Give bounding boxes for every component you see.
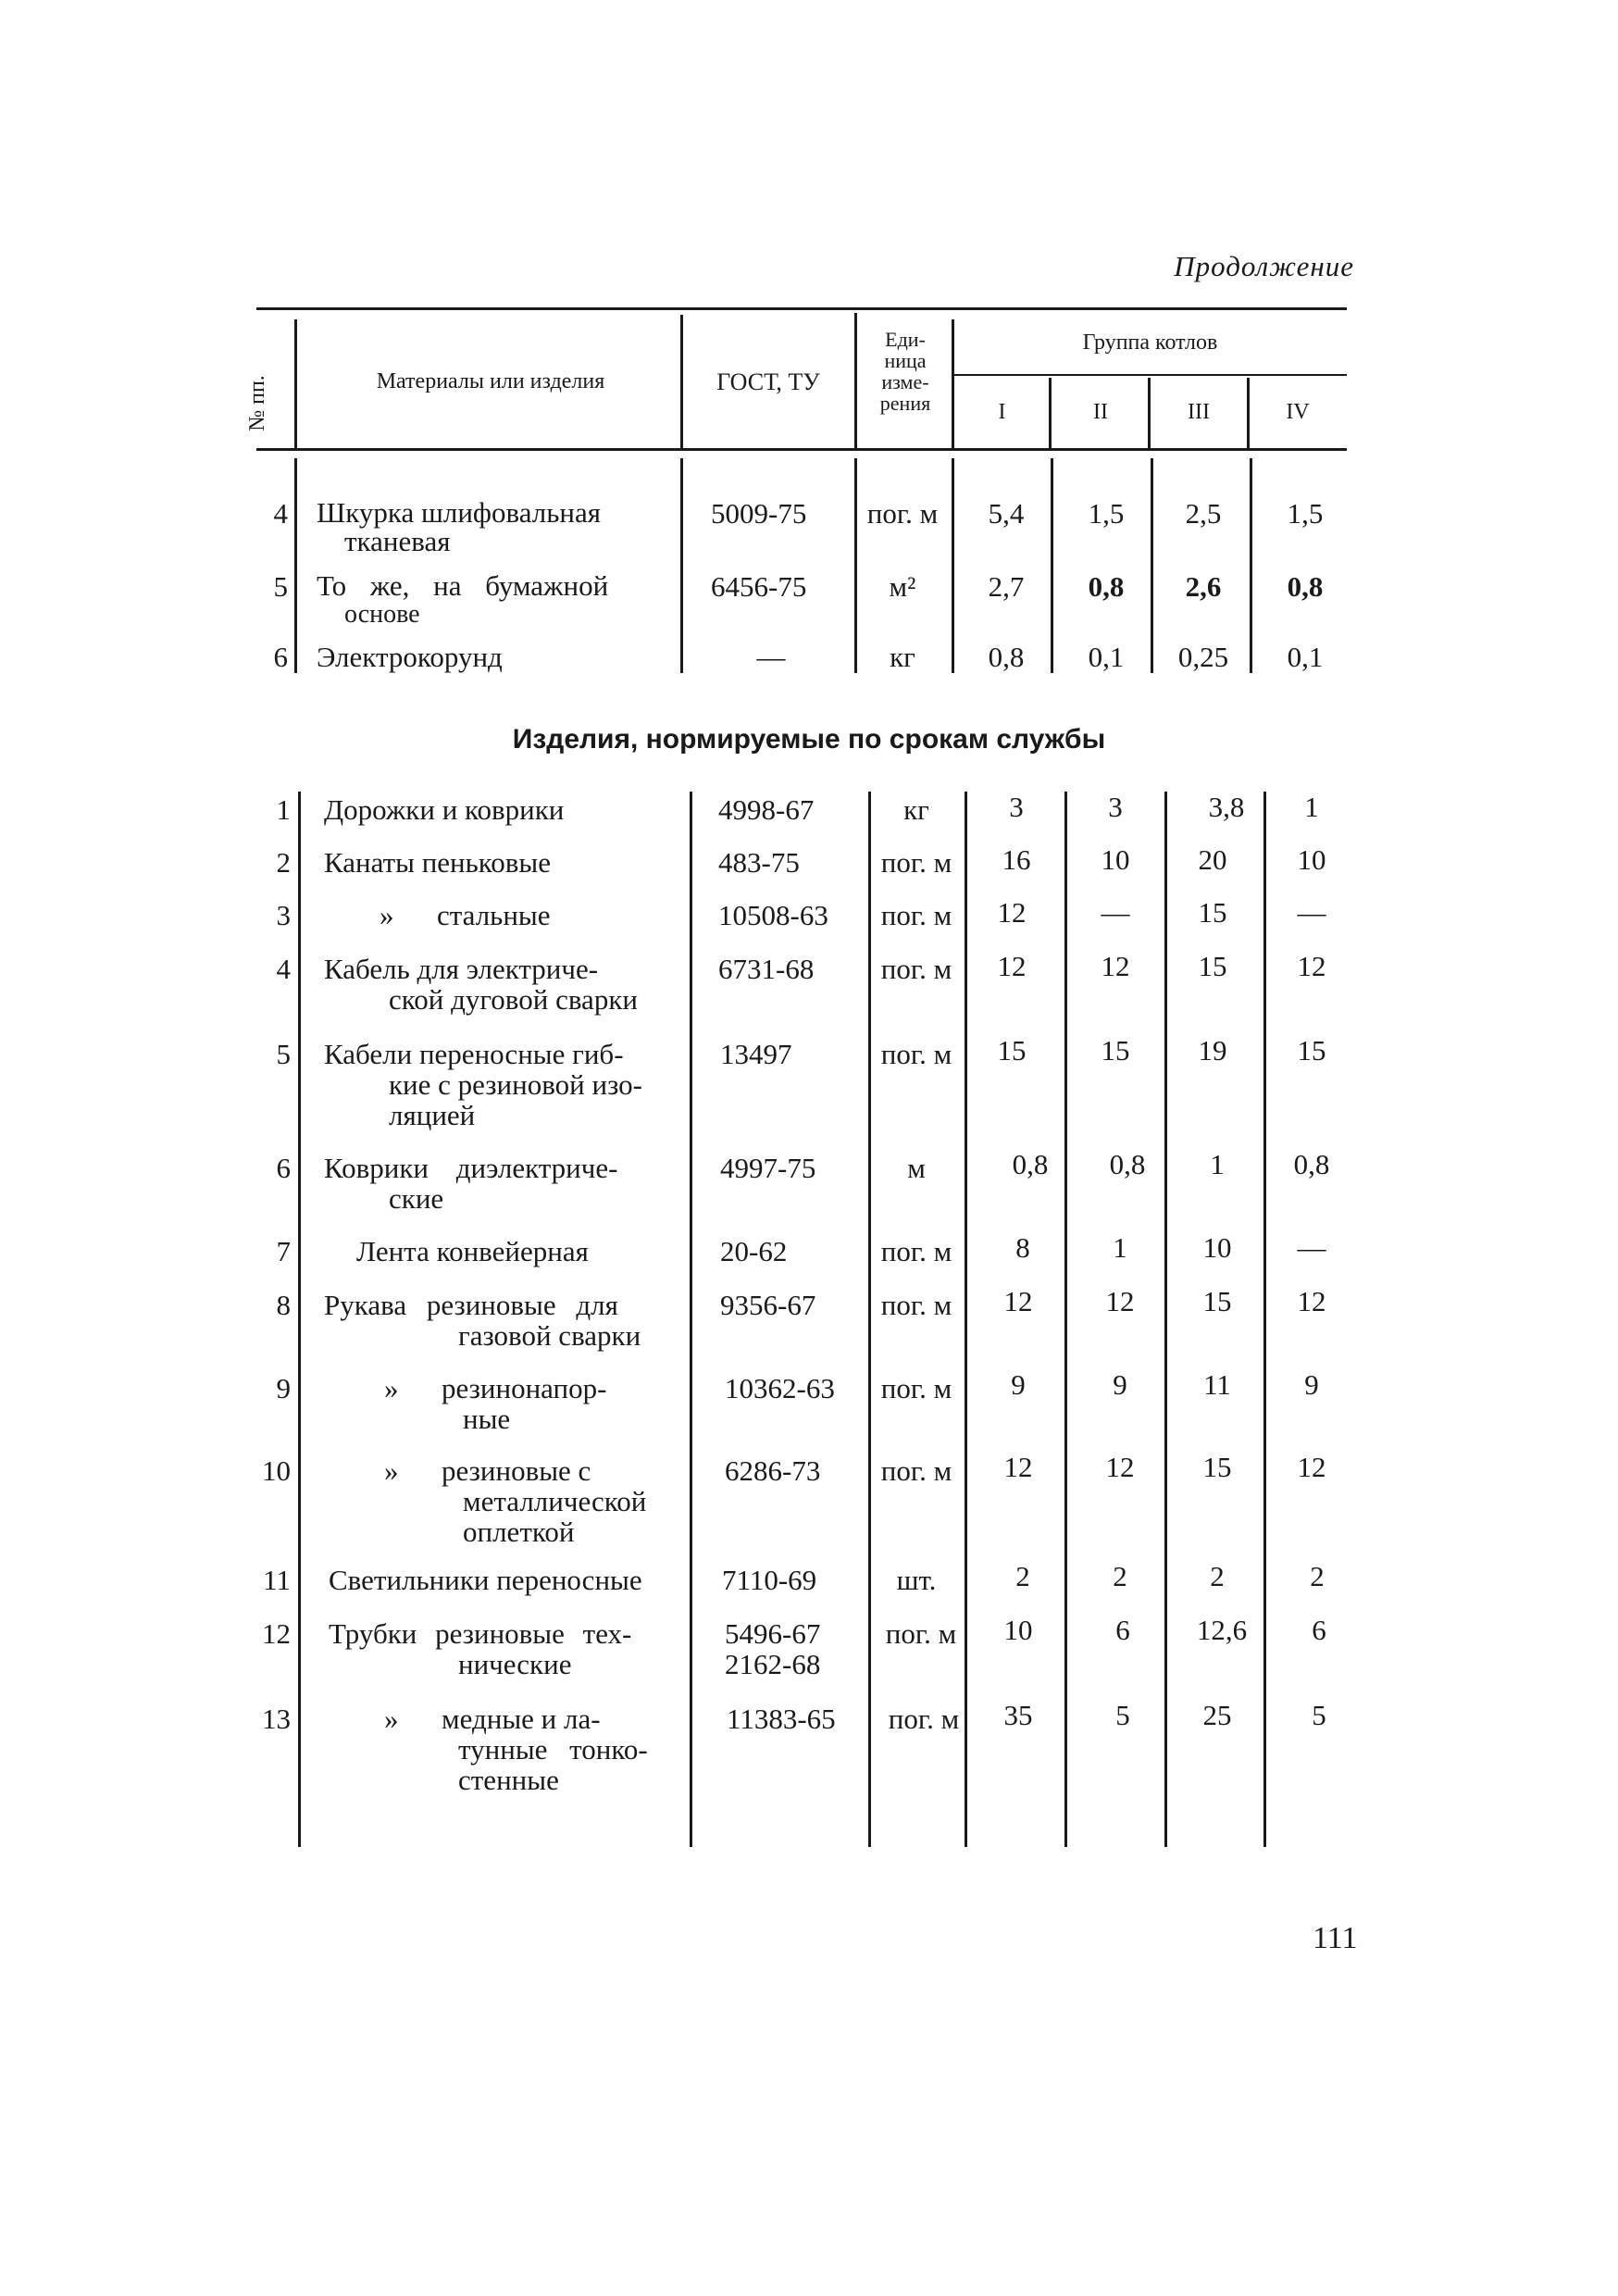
row-group-ii: 0,8 [1088,570,1125,603]
table1-divider [294,458,297,673]
row-group-iii: 0,25 [1177,641,1229,673]
row-group-iv: 10 [1297,843,1326,876]
row-group-iv: 12 [1297,1451,1326,1483]
table2-divider [1263,792,1266,1847]
row-gost: 6456-75 [711,570,807,603]
row-gost: 483-75 [718,846,800,879]
row-material: Трубки резиновые тех- нические [329,1617,632,1680]
row-number: 2 [276,846,291,879]
group-header-rule [953,374,1347,376]
row-group-iii: 2,5 [1185,497,1222,530]
header-divider [854,313,857,448]
row-number: 1 [276,793,291,826]
row-group-ii: 1,5 [1088,497,1125,530]
row-group-i: 10 [1003,1614,1033,1646]
row-group-iv: — [1297,1231,1326,1264]
header-material: Материалы или изделия [376,369,605,393]
row-gost: 7110-69 [722,1564,817,1596]
row-gost: 10362-63 [725,1372,835,1404]
row-group-i: 2 [1015,1560,1030,1592]
row-group-iv: 5 [1312,1699,1326,1731]
table-top-rule [256,307,1347,310]
row-material: » резинонапор- ные [384,1372,607,1435]
table2-divider [690,792,692,1847]
row-unit: пог. м [885,1617,957,1650]
table2-divider [298,792,301,1847]
row-group-iii: 15 [1198,896,1227,929]
row-group-ii: 0,1 [1088,641,1125,673]
row-material: Коврики диэлектриче- ские [324,1152,618,1215]
row-unit: кг [903,793,929,826]
row-group-iv: 9 [1304,1368,1319,1401]
row-group-iii: 15 [1202,1285,1232,1317]
header-group: Группа котлов [1082,331,1218,355]
row-group-ii: 10 [1101,843,1130,876]
row-group-ii: 9 [1113,1368,1127,1401]
row-material: » резиновые с металлической оплеткой [384,1454,647,1548]
row-group-iv: 12 [1297,950,1326,982]
row-group-iii: 15 [1202,1451,1232,1483]
row-group-i: 12 [997,950,1027,982]
row-group-i: 0,8 [1012,1148,1049,1180]
row-material: Светильники переносные [329,1564,642,1596]
row-gost: — [756,641,786,673]
row-gost: 4998-67 [718,793,815,826]
section-title: Изделия, нормируемые по срокам службы [512,724,1106,755]
row-group-iii: 15 [1198,950,1227,982]
row-group-iv: 0,1 [1287,641,1324,673]
row-group-i: 15 [997,1034,1027,1067]
row-group-ii: 0,8 [1109,1148,1146,1180]
header-divider [1148,378,1151,448]
row-group-ii: 12 [1105,1451,1135,1483]
row-unit: пог. м [880,1235,952,1267]
row-group-iii: 25 [1202,1699,1232,1731]
row-number: 3 [276,899,291,931]
row-group-iii: 11 [1203,1368,1231,1401]
row-group-iv: 15 [1297,1034,1326,1067]
header-divider [1049,378,1052,448]
header-unit: Еди- ница изме- рения [879,328,931,415]
row-group-iv: 0,8 [1287,570,1324,603]
table1-divider [680,458,683,673]
row-material: » медные и ла- тунные тонко- стенные [384,1703,648,1796]
row-material: Лента конвейерная [356,1235,589,1267]
row-number: 11 [263,1564,291,1596]
row-number: 8 [276,1289,291,1321]
row-gost: 20-62 [720,1235,788,1267]
header-group-ii: II [1093,400,1108,424]
row-group-iv: 12 [1297,1285,1326,1317]
row-material: Электрокорунд [317,641,503,673]
row-group-ii: 2 [1113,1560,1127,1592]
row-group-i: 8 [1015,1231,1030,1264]
header-divider [1247,378,1250,448]
row-group-iv: 0,8 [1293,1148,1330,1180]
row-group-iii: 10 [1202,1231,1232,1264]
row-gost: 5009-75 [711,497,807,530]
row-gost: 4997-75 [720,1152,816,1184]
row-group-ii: 3 [1108,791,1123,823]
row-group-iv: 1 [1304,791,1319,823]
row-unit: шт. [896,1564,937,1596]
table1-divider [1250,458,1252,673]
header-group-iii: III [1188,400,1210,424]
row-group-i: 16 [1002,843,1031,876]
row-group-iii: 1 [1210,1148,1225,1180]
row-group-i: 5,4 [988,497,1025,530]
row-unit: пог. м [880,1454,952,1487]
header-group-iv: IV [1286,400,1310,424]
row-number: 4 [276,953,291,985]
row-unit: пог. м [880,1372,952,1404]
table1-divider [1051,458,1053,673]
row-group-iv: 2 [1310,1560,1325,1592]
row-material: Дорожки и коврики [324,793,565,826]
row-number: 12 [262,1617,291,1650]
row-material: Кабели переносные гиб- кие с резиновой изо- ляцией [324,1038,642,1131]
header-divider [680,315,683,448]
row-group-i: 12 [997,896,1027,929]
row-number: 5 [276,1038,291,1070]
row-gost: 5496-67 2162-68 [725,1617,821,1680]
header-num: № пп. [244,374,269,431]
row-unit: пог. м [880,899,952,931]
row-group-ii: 5 [1115,1699,1130,1731]
row-material: Рукава резиновые для газовой сварки [324,1289,641,1352]
row-group-i: 35 [1003,1699,1033,1731]
row-number: 4 [273,497,288,530]
row-unit: м [907,1152,926,1184]
header-bottom-rule [256,448,1347,451]
row-gost: 10508-63 [718,899,828,931]
row-gost: 11383-65 [727,1703,836,1735]
row-group-i: 0,8 [988,641,1025,673]
row-number: 10 [262,1454,291,1487]
row-group-ii: 15 [1101,1034,1130,1067]
row-gost: 6731-68 [718,953,815,985]
row-group-iii: 2 [1210,1560,1225,1592]
row-gost: 9356-67 [720,1289,816,1321]
row-material: То же, на бумажной основе [317,569,609,629]
row-material: Шкурка шлифовальная тканевая [317,496,601,557]
header-group-i: I [998,400,1006,424]
row-unit: пог. м [880,1289,952,1321]
row-group-iii: 2,6 [1185,570,1222,603]
row-group-i: 12 [1003,1451,1033,1483]
header-gost: ГОСТ, ТУ [716,368,820,395]
table2-divider [1164,792,1167,1847]
row-gost: 6286-73 [725,1454,821,1487]
row-material: » стальные [380,899,551,931]
row-group-i: 3 [1009,791,1024,823]
row-gost: 13497 [720,1038,792,1070]
row-unit: пог. м [880,846,952,879]
row-unit: пог. м [866,497,939,530]
row-number: 7 [276,1235,291,1267]
row-group-ii: 12 [1105,1285,1135,1317]
page-number: 111 [1313,1921,1358,1955]
row-group-i: 2,7 [988,570,1025,603]
table1-divider [1151,458,1153,673]
row-material: Канаты пеньковые [324,846,551,879]
row-unit: кг [890,641,915,673]
row-unit: пог. м [880,1038,952,1070]
row-number: 6 [276,1152,291,1184]
row-number: 5 [273,570,288,603]
row-group-iii: 3,8 [1208,791,1245,823]
row-number: 9 [276,1372,291,1404]
row-group-iv: 6 [1312,1614,1326,1646]
row-group-iii: 19 [1198,1034,1227,1067]
row-unit: м² [889,570,916,603]
row-group-ii: 6 [1115,1614,1130,1646]
row-number: 13 [262,1703,291,1735]
row-group-ii: 12 [1101,950,1130,982]
row-group-ii: 1 [1113,1231,1127,1264]
row-group-i: 12 [1003,1285,1033,1317]
row-group-iv: — [1297,896,1326,929]
row-group-ii: — [1101,896,1130,929]
continued-label: Продолжение [1174,250,1354,282]
row-unit: пог. м [880,953,952,985]
row-unit: пог. м [888,1703,960,1735]
header-divider [294,319,297,448]
row-material: Кабель для электриче- ской дуговой сварки [324,953,638,1016]
row-group-i: 9 [1011,1368,1026,1401]
row-group-iv: 1,5 [1287,497,1324,530]
table2-divider [1064,792,1067,1847]
row-number: 6 [273,641,288,673]
row-group-iii: 20 [1198,843,1227,876]
row-group-iii: 12,6 [1196,1614,1248,1646]
